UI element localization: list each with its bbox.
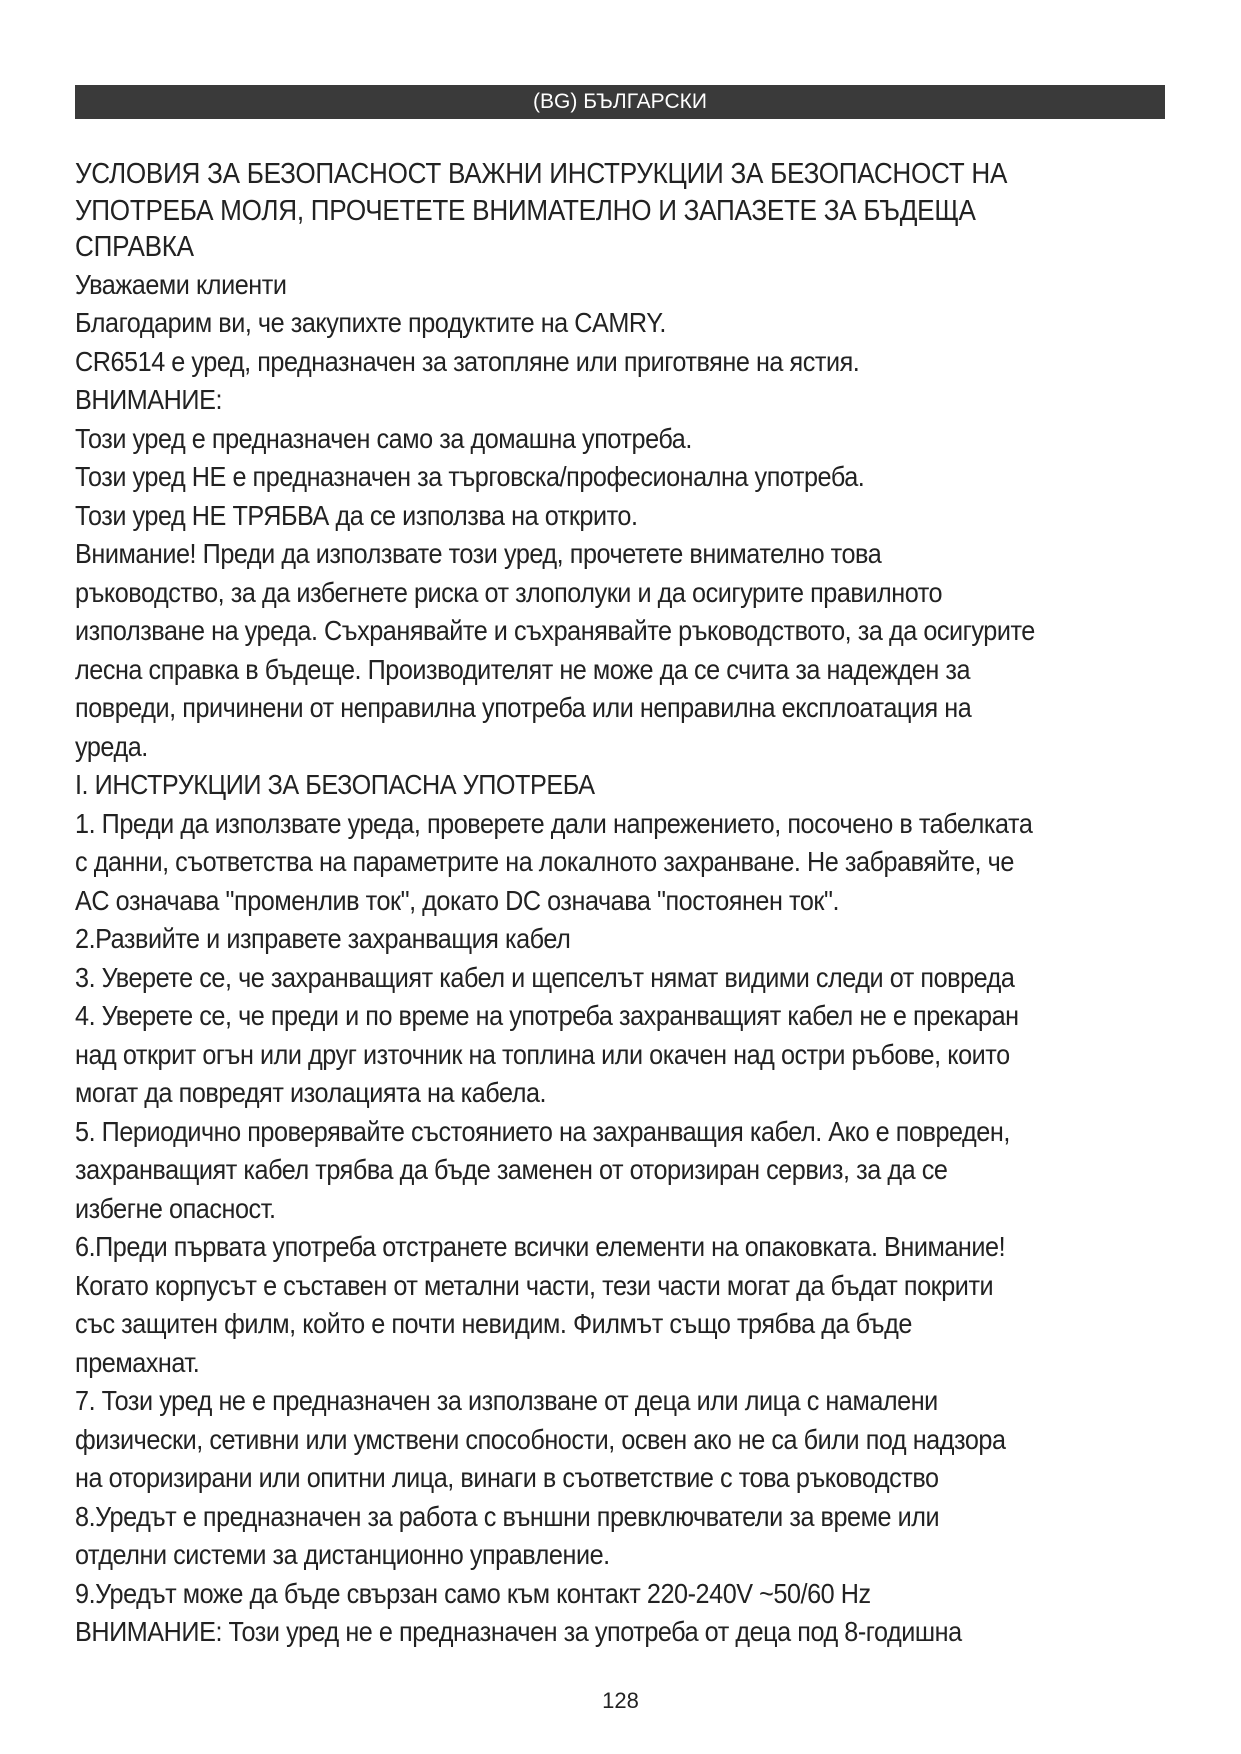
section-heading: I. ИНСТРУКЦИИ ЗА БЕЗОПАСНА УПОТРЕБА [75,769,595,800]
text-line: Внимание! Преди да използвате този уред, прочетете внимателно това [75,538,882,569]
text-line: използване на уреда. Съхранявайте и съхранявайте ръководството, за да осигурите [75,615,1035,646]
text-line: над открит огън или друг източник на топлина или окачен над остри ръбове, които [75,1038,1010,1070]
document-text [75,266,1175,1652]
title-line: УПОТРЕБА МОЛЯ, ПРОЧЕТЕТЕ ВНИМАТЕЛНО И ЗАПАЗЕТЕ ЗА БЪДЕЩА [75,194,976,227]
text-line: 1. Преди да използвате уреда, проверете дали напрежението, посочено в табелката [75,807,1033,839]
text-line: AC означава "променлив ток", докато DC означава "постоянен ток". [75,884,840,916]
text-line: със защитен филм, който е почти невидим. Филмът също трябва да бъде [75,1308,912,1339]
title-line: УСЛОВИЯ ЗА БЕЗОПАСНОСТ ВАЖНИ ИНСТРУКЦИИ ЗА БЕЗОПАСНОСТ НА [75,158,1008,190]
text-line: 5. Периодично проверявайте състоянието на захранващия кабел. Ако е повреден, [75,1115,1010,1147]
text-line: захранващият кабел трябва да бъде заменен от оторизиран сервиз, за да се [75,1154,948,1185]
text-line: на оторизирани или опитни лица, винаги в съответствие с това ръководство [75,1462,939,1493]
text-line: 4. Уверете се, че преди и по време на употреба захранващият кабел не е прекаран [75,1000,1019,1031]
document-body [75,156,1175,1652]
text-line: 6.Преди първата употреба отстранете всички елементи на опаковката. Внимание! [75,1231,1006,1262]
text-line: ВНИМАНИЕ: Този уред не е предназначен за употреба от деца под 8-годишна [75,1616,962,1647]
text-line: повреди, причинени от неправилна употреба или неправилна експлоатация на [75,692,972,723]
text-line: 7. Този уред не е предназначен за използване от деца или лица с намалени [75,1385,938,1416]
text-line: избегне опасност. [75,1192,276,1224]
language-header-bar: (BG) БЪЛГАРСКИ [75,85,1165,119]
text-line: отделни системи за дистанционно управление. [75,1539,610,1570]
text-line: 8.Уредът е предназначен за работа с външни превключватели за време или [75,1500,940,1532]
text-line: Този уред НЕ ТРЯБВА да се използва на открито. [75,499,638,531]
text-line: уреда. [75,730,148,762]
text-line: 3. Уверете се, че захранващият кабел и щепселът нямат видими следи от повреда [75,961,1015,993]
text-line: Този уред е предназначен само за домашна употреба. [75,422,692,454]
document-title [75,156,1175,266]
text-line: ръководство, за да избегнете риска от злополуки и да осигурите правилното [75,576,943,608]
text-line: физически, сетивни или умствени способности, освен ако не са били под надзора [75,1423,1006,1455]
product-description: CR6514 е уред, предназначен за затопляне или приготвяне на ястия. [75,345,860,377]
thanks-line: Благодарим ви, че закупихте продуктите на CAMRY. [75,307,666,338]
greeting: Уважаеми клиенти [75,268,287,300]
attention-heading: ВНИМАНИЕ: [75,384,222,415]
text-line: 2.Развийте и изправете захранващия кабел [75,923,571,954]
text-line: могат да повредят изолацията на кабела. [75,1077,547,1108]
text-line: премахнат. [75,1346,200,1378]
text-line: лесна справка в бъдеще. Производителят не може да се счита за надежден за [75,653,971,685]
page-number: 128 [602,1688,639,1713]
text-line: Този уред НЕ е предназначен за търговска/професионална употреба. [75,461,865,492]
title-line: СПРАВКА [75,231,194,263]
text-line: 9.Уредът може да бъде свързан само към контакт 220-240V ~50/60 Hz [75,1577,871,1609]
text-line: Когато корпусът е съставен от метални части, тези части могат да бъдат покрити [75,1269,994,1301]
text-line: с данни, съответства на параметрите на локалното захранване. Не забравяйте, че [75,846,1014,877]
